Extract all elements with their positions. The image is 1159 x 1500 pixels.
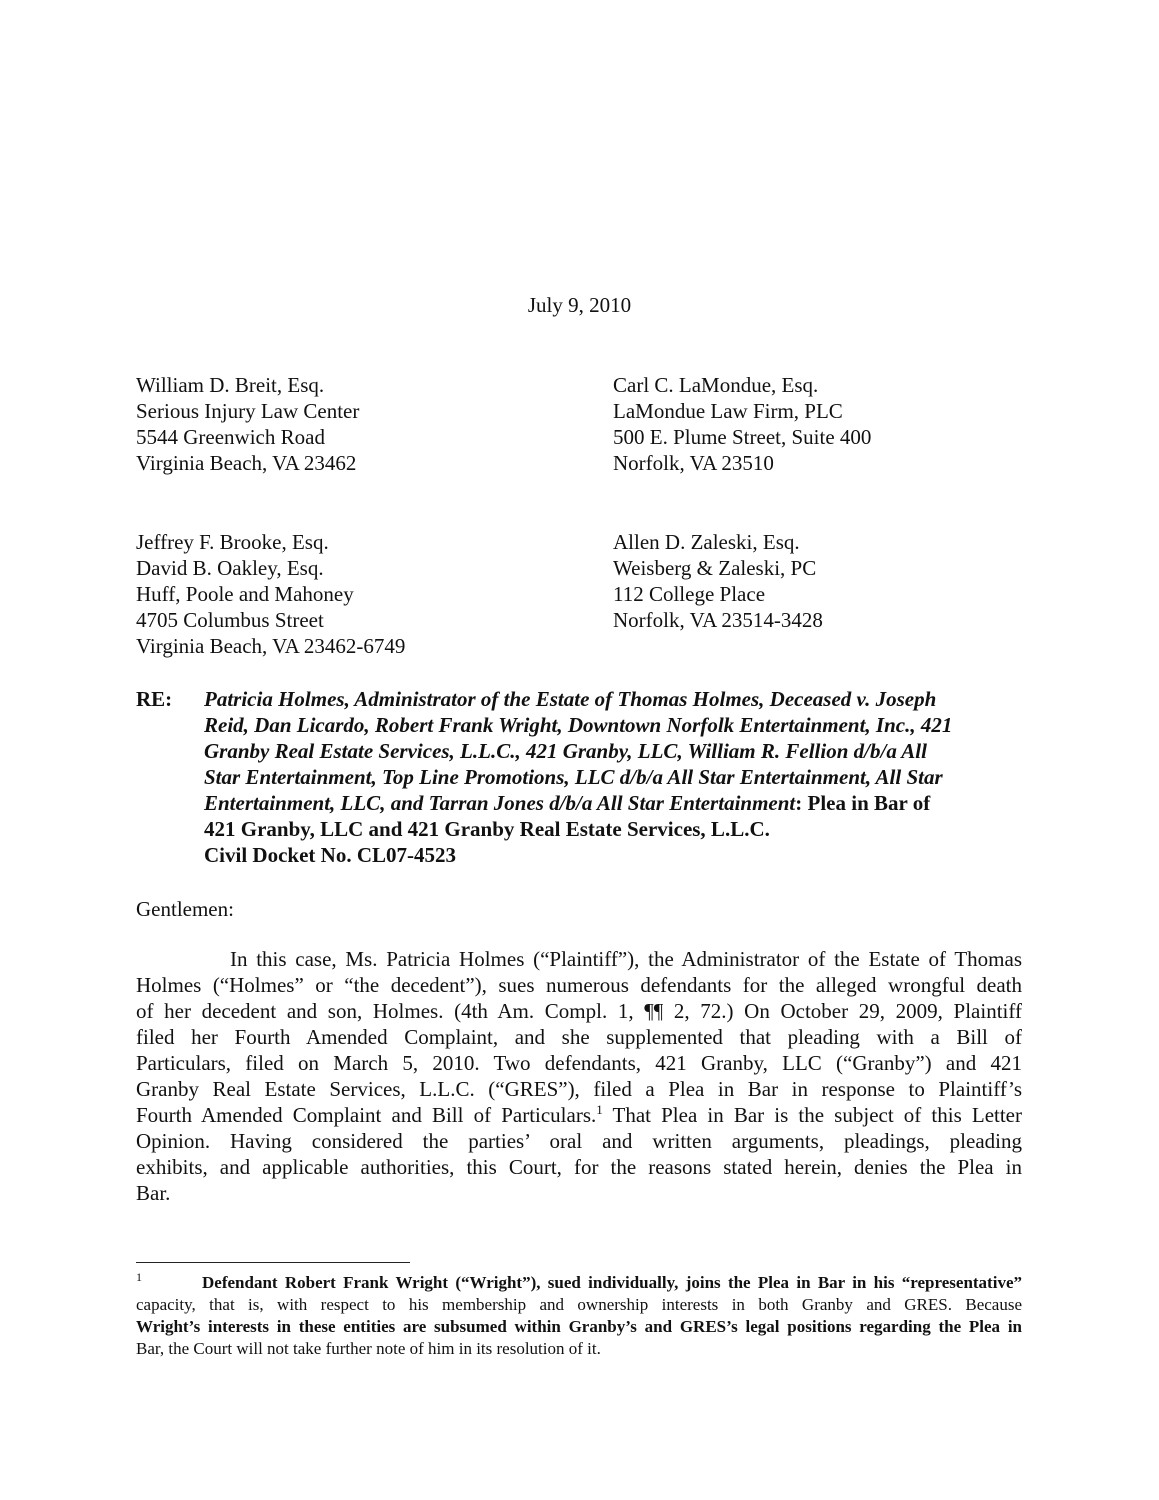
- addressee-line: William D. Breit, Esq.: [136, 373, 325, 397]
- addressee-lamondue: [613, 372, 871, 476]
- addressee-line: Carl C. LaMondue, Esq.: [613, 373, 819, 397]
- re-case-caption: Patricia Holmes, Administrator of the Estate of Thomas Holmes, Deceased v. Joseph: [204, 687, 937, 711]
- addressee-line: Norfolk, VA 23514-3428: [613, 608, 823, 632]
- re-line: [204, 790, 1026, 816]
- body-text: That Plea in Bar is the subject of this Letter: [602, 1103, 1022, 1127]
- addressee-line: Virginia Beach, VA 23462: [136, 451, 357, 475]
- body-paragraph: [136, 946, 1022, 1206]
- re-case-caption: Entertainment, LLC, and Tarran Jones d/b/a All Star Entertainment: [204, 791, 796, 815]
- salutation: Gentlemen:: [136, 897, 234, 921]
- footnote-line: Wright’s interests in these entities are subsumed within Granby’s and GRES’s legal positions regarding the Plea in: [136, 1317, 1022, 1336]
- re-line: [204, 764, 1026, 790]
- addressee-line: Jeffrey F. Brooke, Esq.: [136, 530, 329, 554]
- footnote-line: Bar, the Court will not take further note of him in its resolution of it.: [136, 1339, 601, 1358]
- addressee-line: 500 E. Plume Street, Suite 400: [613, 425, 872, 449]
- body-line: of her decedent and son, Holmes. (4th Am. Compl. 1, ¶¶ 2, 72.) On October 29, 2009, Plaintiff: [136, 999, 1022, 1023]
- addressee-line: David B. Oakley, Esq.: [136, 556, 324, 580]
- re-line: [204, 686, 1026, 712]
- letter-date: July 9, 2010: [527, 293, 632, 317]
- body-line: Opinion. Having considered the parties’ oral and written arguments, pleadings, pleading: [136, 1129, 1022, 1153]
- body-line: In this case, Ms. Patricia Holmes (“Plaintiff”), the Administrator of the Estate of Thomas: [230, 947, 1022, 971]
- body-line: Bar.: [136, 1181, 171, 1205]
- body-line: exhibits, and applicable authorities, this Court, for the reasons stated herein, denies the Plea in: [136, 1155, 1022, 1179]
- addressee-line: 5544 Greenwich Road: [136, 425, 325, 449]
- body-line: Holmes (“Holmes” or “the decedent”), sues numerous defendants for the alleged wrongful death: [136, 973, 1022, 997]
- re-subject: [204, 686, 1026, 868]
- re-case-caption: Granby Real Estate Services, L.L.C., 421 Granby, LLC, William R. Fellion d/b/a All: [204, 739, 927, 763]
- addressee-line: LaMondue Law Firm, PLC: [613, 399, 843, 423]
- body-line: filed her Fourth Amended Complaint, and she supplemented that pleading with a Bill of: [136, 1025, 1022, 1049]
- re-line: 421 Granby, LLC and 421 Granby Real Estate Services, L.L.C.: [204, 817, 770, 841]
- addressee-line: Huff, Poole and Mahoney: [136, 582, 354, 606]
- re-line: [204, 712, 1026, 738]
- footnote-reference[interactable]: 1: [596, 1102, 603, 1117]
- addressee-brooke-oakley: [136, 529, 405, 659]
- footnote-line: 1 Defendant Robert Frank Wright (“Wright”), sued individually, joins the Plea in Bar in his “representative”: [136, 1270, 1022, 1292]
- footnote: [136, 1272, 1022, 1360]
- body-line: Granby Real Estate Services, L.L.C. (“GRES”), filed a Plea in Bar in response to Plaintiff’s: [136, 1077, 1022, 1101]
- addressee-breit: [136, 372, 359, 476]
- re-case-caption: Reid, Dan Licardo, Robert Frank Wright, Downtown Norfolk Entertainment, Inc., 421: [204, 713, 953, 737]
- addressee-line: Virginia Beach, VA 23462-6749: [136, 634, 406, 658]
- footnote-text: Defendant Robert Frank Wright (“Wright”), sued individually, joins the Plea in Bar in his “representative”: [202, 1273, 1022, 1292]
- re-plea-title: : Plea in Bar of: [795, 791, 931, 815]
- addressee-line: Norfolk, VA 23510: [613, 451, 774, 475]
- footnote-line: capacity, that is, with respect to his membership and ownership interests in both Granby and GRES. Because: [136, 1295, 1022, 1314]
- re-line: [204, 738, 1026, 764]
- addressee-line: 4705 Columbus Street: [136, 608, 324, 632]
- re-case-caption: Star Entertainment, Top Line Promotions, LLC d/b/a All Star Entertainment, All Star: [204, 765, 943, 789]
- addressee-line: Allen D. Zaleski, Esq.: [613, 530, 800, 554]
- footnote-separator: [136, 1262, 410, 1263]
- body-text: Fourth Amended Complaint and Bill of Particulars.: [136, 1103, 597, 1127]
- addressee-line: Serious Injury Law Center: [136, 399, 360, 423]
- addressee-line: Weisberg & Zaleski, PC: [613, 556, 817, 580]
- re-docket-number: Civil Docket No. CL07-4523: [204, 843, 456, 867]
- addressee-zaleski: [613, 529, 823, 633]
- re-label: RE:: [136, 687, 173, 711]
- body-line: [136, 1102, 1022, 1128]
- addressee-line: 112 College Place: [613, 582, 766, 606]
- body-line: Particulars, filed on March 5, 2010. Two defendants, 421 Granby, LLC (“Granby”) and 421: [136, 1051, 1022, 1075]
